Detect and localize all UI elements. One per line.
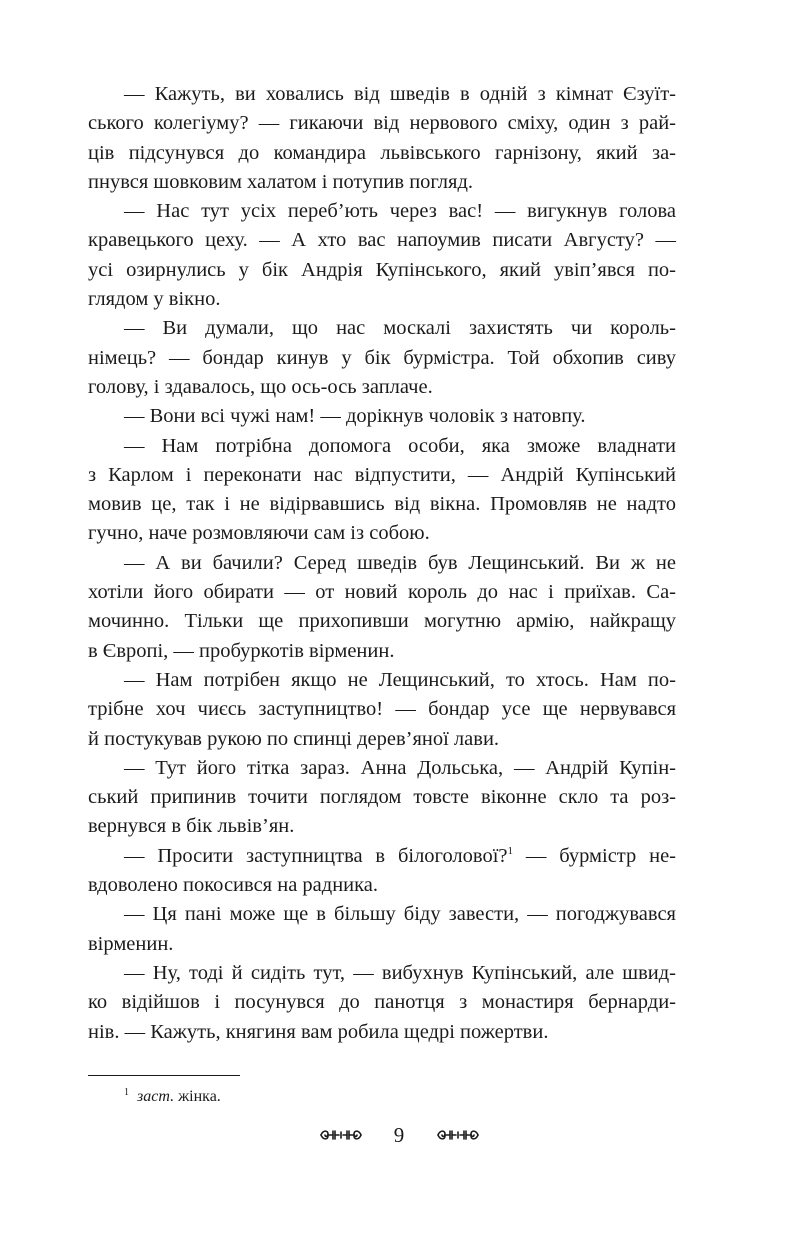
text-line <box>88 549 676 578</box>
line-text: вернувся в бік львів’ян. <box>88 815 295 838</box>
page-folio <box>0 1118 798 1150</box>
line-text: — Нам потрібен якщо не Лещинський, то хтось. Нам по- <box>124 668 676 691</box>
text-line <box>88 1018 676 1047</box>
footnote <box>124 1082 221 1108</box>
line-text: ського колегіуму? — гикаючи від нервового сміху, один з рай- <box>88 112 676 135</box>
line-text: — Нас тут усіх переб’ють через вас! — вигукнув голова <box>124 200 676 223</box>
text-line <box>88 959 676 988</box>
text-line <box>88 900 676 929</box>
text-line <box>88 461 676 490</box>
line-text: вірменин. <box>88 932 174 955</box>
line-text: — Ви думали, що нас москалі захистять чи король- <box>124 317 676 340</box>
text-line <box>88 256 676 285</box>
text-line <box>88 285 676 314</box>
text-line <box>88 226 676 255</box>
text-line <box>88 402 676 431</box>
text-line <box>88 666 676 695</box>
line-text: пнувся шовковим халатом і потупив погляд. <box>88 170 473 193</box>
line-text: мовив це, так і не відірвавшись від вікна. Промовляв не надто <box>88 493 676 516</box>
line-text: з Карлом і переконати нас відпустити, — Андрій Купінський <box>88 463 676 486</box>
text-line <box>88 725 676 754</box>
line-text: вдоволено покосився на радника. <box>88 874 379 897</box>
text-line <box>88 842 676 871</box>
text-line <box>88 695 676 724</box>
text-line <box>88 783 676 812</box>
line-text: — Ця пані може ще в більшу біду завести, — погоджувався <box>124 903 676 926</box>
footnote-text: жінка. <box>174 1088 221 1105</box>
line-text: ців підсунувся до командира львівського гарнізону, який за- <box>88 141 676 164</box>
line-text: мочинно. Тільки ще прихопивши могутню армію, найкращу <box>88 610 676 633</box>
line-text-continued: — бурмістр не- <box>513 844 676 867</box>
line-text: в Європі, — пробуркотів вірменин. <box>88 639 395 662</box>
line-text: кравецького цеху. — А хто вас напоумив писати Августу? — <box>88 229 676 252</box>
line-text: нів. — Кажуть, княгиня вам робила щедрі пожертви. <box>88 1020 549 1043</box>
line-text: німець? — бондар кинув у бік бурмістра. Той обхопив сиву <box>88 346 676 369</box>
text-line <box>88 519 676 548</box>
line-text: ський припинив точити поглядом товсте віконне скло та роз- <box>88 786 676 809</box>
line-text: усі озирнулись у бік Андрія Купінського, який увіп’явся по- <box>88 258 676 281</box>
text-line <box>88 139 676 168</box>
line-text: голову, і здавалось, що ось-ось заплаче. <box>88 375 433 398</box>
text-line <box>88 314 676 343</box>
scroll-ornament-icon <box>319 1127 363 1143</box>
text-line <box>88 168 676 197</box>
page-number: 9 <box>393 1123 405 1148</box>
line-text: — Кажуть, ви ховались від шведів в одній з кімнат Єзуїт- <box>124 83 676 105</box>
footnote-rule <box>88 1075 240 1076</box>
text-line <box>88 432 676 461</box>
text-line <box>88 373 676 402</box>
line-text: — Просити заступництва в білоголової? <box>124 844 508 867</box>
line-text: хотіли його обирати — от новий король до нас і приїхав. Са- <box>88 581 676 604</box>
text-line <box>88 578 676 607</box>
text-line <box>88 607 676 636</box>
text-line <box>88 812 676 841</box>
line-text: — А ви бачили? Серед шведів був Лещинський. Ви ж не <box>124 551 676 574</box>
line-text: й постукував рукою по спинці дерев’яної лави. <box>88 727 500 750</box>
text-line <box>88 490 676 519</box>
line-text: ко відійшов і посунувся до панотця з монастиря бернарди- <box>88 991 676 1014</box>
scroll-ornament-icon <box>436 1127 480 1143</box>
line-text: глядом у вікно. <box>88 288 221 311</box>
footnote-number: 1 <box>124 1087 129 1098</box>
text-line <box>88 871 676 900</box>
text-line <box>88 344 676 373</box>
text-line <box>88 930 676 959</box>
line-text: гучно, наче розмовляючи сам із собою. <box>88 522 430 545</box>
line-text: — Нам потрібна допомога особи, яка зможе владнати <box>124 434 676 457</box>
line-text: трібне хоч чиєсь заступництво! — бондар усе ще нервувався <box>88 698 676 721</box>
text-line <box>88 637 676 666</box>
line-text: — Тут його тітка зараз. Анна Дольська, — Андрій Купін- <box>124 756 676 779</box>
footnote-reference: 1 <box>507 844 513 857</box>
footnote-abbreviation: заст. <box>137 1088 175 1105</box>
body-text <box>88 80 676 1047</box>
line-text: — Вони всі чужі нам! — дорікнув чоловік з натовпу. <box>124 405 586 428</box>
line-text: — Ну, тоді й сидіть тут, — вибухнув Купінський, але швид- <box>124 961 676 984</box>
text-line <box>88 80 676 109</box>
text-line <box>88 197 676 226</box>
text-line <box>88 109 676 138</box>
text-line <box>88 988 676 1017</box>
text-line <box>88 754 676 783</box>
